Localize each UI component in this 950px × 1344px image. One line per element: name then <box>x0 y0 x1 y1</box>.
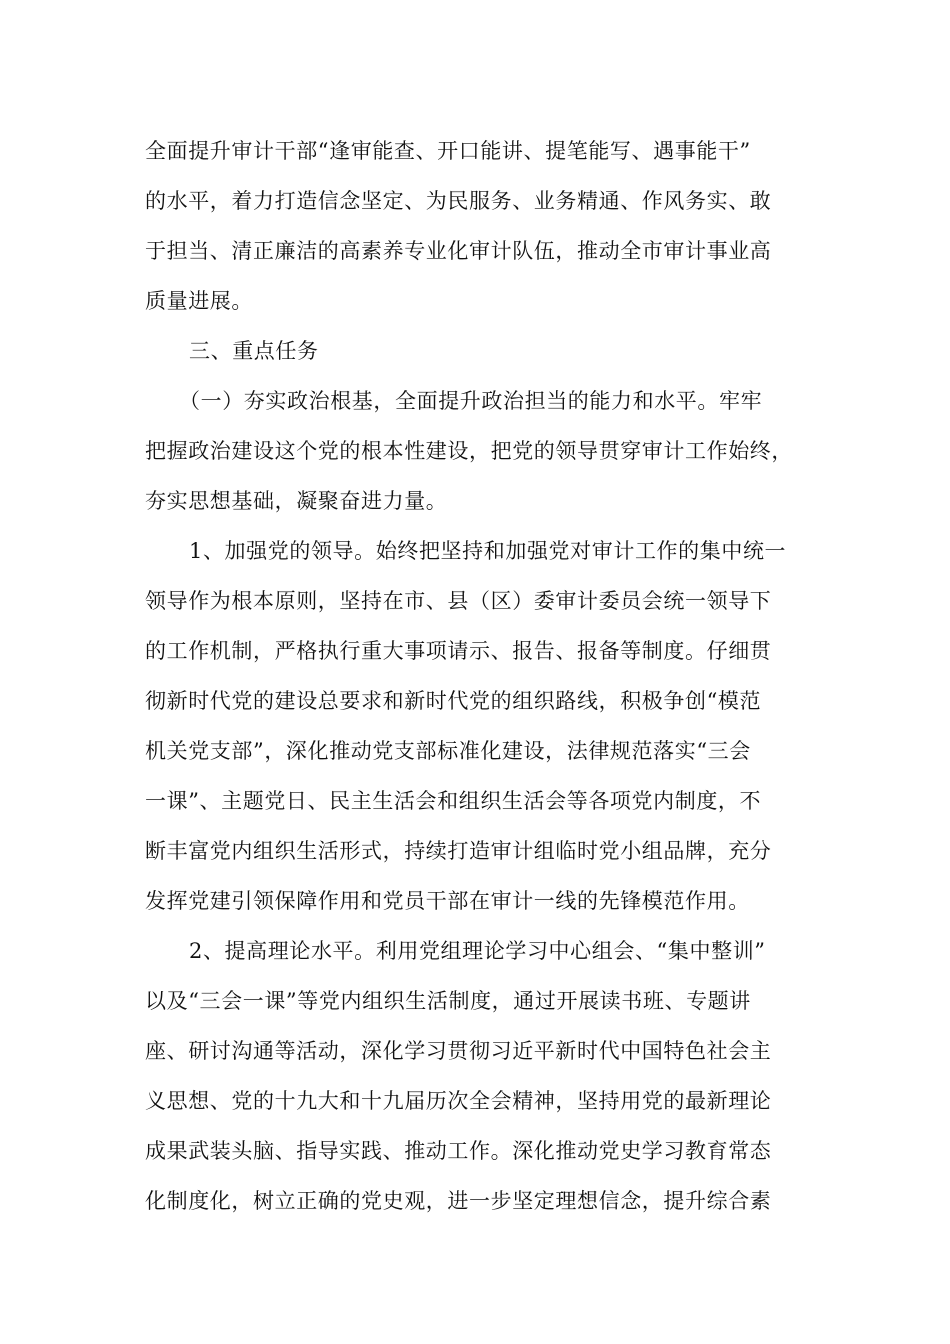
text-line: 发挥党建引领保障作用和党员干部在审计一线的先锋模范作用。 <box>145 889 750 913</box>
text-line: 化制度化，树立正确的党史观，进一步坚定理想信念，提升综合素 <box>145 1189 772 1213</box>
text-line: 机关党支部”，深化推动党支部标准化建设，法律规范落实“三会 <box>145 739 751 763</box>
text-line: 把握政治建设这个党的根本性建设，把党的领导贯穿审计工作始终， <box>145 439 793 463</box>
text-line: 断丰富党内组织生活形式，持续打造审计组临时党小组品牌，充分 <box>145 839 772 863</box>
text-line: 夯实思想基础，凝聚奋进力量。 <box>145 489 448 513</box>
text-line: 的水平，着力打造信念坚定、为民服务、业务精通、作风务实、敢 <box>145 189 772 213</box>
text-line: 于担当、清正廉洁的高素养专业化审计队伍，推动全市审计事业高 <box>145 239 772 263</box>
text-line: 全面提升审计干部“逢审能查、开口能讲、提笔能写、遇事能干” <box>145 139 751 163</box>
text-line: 义思想、党的十九大和十九届历次全会精神，坚持用党的最新理论 <box>145 1089 772 1113</box>
text-line: 的工作机制，严格执行重大事项请示、报告、报备等制度。仔细贯 <box>145 639 772 663</box>
section-heading: 三、重点任务 <box>189 339 319 363</box>
paragraph-first-line: 2、提高理论水平。利用党组理论学习中心组会、“集中整训” <box>189 939 766 963</box>
paragraph-first-line: 1、加强党的领导。始终把坚持和加强党对审计工作的集中统一 <box>189 539 787 563</box>
subsection-heading: （一）夯实政治根基，全面提升政治担当的能力和水平。牢牢 <box>179 389 763 413</box>
text-line: 成果武装头脑、指导实践、推动工作。深化推动党史学习教育常态 <box>145 1139 772 1163</box>
text-line: 以及“三会一课”等党内组织生活制度，通过开展读书班、专题讲 <box>145 989 751 1013</box>
text-line: 质量进展。 <box>145 289 253 313</box>
text-line: 彻新时代党的建设总要求和新时代党的组织路线，积极争创“模范 <box>145 689 762 713</box>
text-line: 一课”、主题党日、民主生活会和组织生活会等各项党内制度，不 <box>145 789 762 813</box>
text-line: 领导作为根本原则，坚持在市、县（区）委审计委员会统一领导下 <box>145 589 772 613</box>
text-line: 座、研讨沟通等活动，深化学习贯彻习近平新时代中国特色社会主 <box>145 1039 772 1063</box>
